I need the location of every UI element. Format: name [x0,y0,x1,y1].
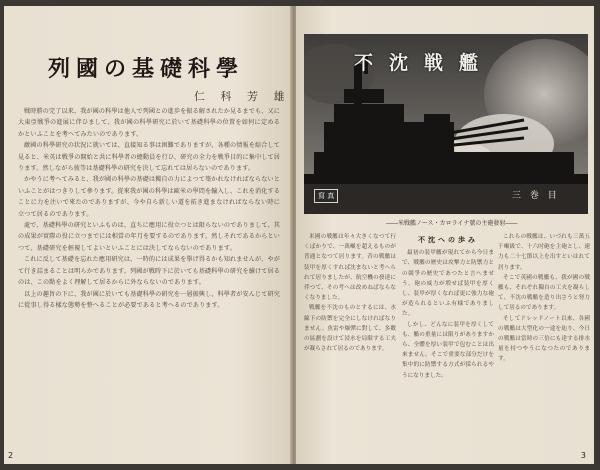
paragraph: 米國の戦艦は年々大きくなつて行くばかりで、一萬噸を超えるものが普通となつて居ります。昔の戦艦は装甲を厚くすれば沈まないと考へられて居りましたが、航空機の發達に伴つて、その考へは改めねばならなくなりました。 [304,234,396,302]
section-heading: 不沈への歩み [418,235,478,244]
paragraph: かやうに考へてみると、我が國の科學の基礎は獨自の力によつて築かれなければならないといふことがはつきりして參ります。從來我が國の科學は歐米の學問を輸入し、これを消化することに力を注いで來たのでありますが、今や自ら新しい道を拓き進まなければならない時に立つて居るのであります。 [18,176,280,218]
paragraph: 最初の装甲艦が現れてから今日まで、戦艦の歴史は攻撃力と防禦力との競爭の歴史であつたと言へませう。砲の威力が増せば装甲を厚くし、装甲が厚くなれば更に強力な砲が造られるといふ有様でありました。 [402,250,494,318]
photo-caption: ――米戦艦ノース・カロライナ號の主砲發射―― [386,220,518,227]
left-page [4,6,292,464]
right-page [296,6,594,464]
text-column [498,232,590,365]
paragraph: 戦艦を不沈のものとするには、水線下の防禦を完全にしなければなりません。魚雷や爆彈に對して、多數の區劃を設けて浸水を局限する工夫が凝らされて居るのであります。 [304,305,396,353]
article-title: 列國の基礎科學 [48,56,245,82]
text-column [402,232,494,381]
paragraph: 以上の趣旨の下に、我が國に於いても基礎科學の研究を一層振興し、科學者が安んじて研究に從事し得る樣な態勢を整へることが必要であると考へるのであります。 [18,290,280,309]
paragraph: そこで英國の戦艦も、我が國の戦艦も、それぞれ獨自の工夫を凝らして、不沈の戦艦を造り出さうと努力して居るのであります。 [498,274,590,312]
photo-title: 不沈戦艦 [354,52,495,74]
page-number: 2 [8,451,14,460]
paragraph: 戦時勝の完了以来、我が國の科學は他人で列國との進歩を振る解されたか見るまでも、又に大東亞戦爭の進展に伴ひまして、我が國の科學研究に於いて基礎科學の位置を如何に定めるかといふことを考へてみたいのであります。 [18,108,280,138]
battleship-photo [304,34,588,214]
paragraph: これに反して基礎を忘れた應用研究は、一時的には成果を擧げ得るかも知れませんが、やがて行き詰まることは明らかであります。列國が戦時下に於いても基礎科學の研究を續けて居るのは、この點をよく理解して居るからに外ならないのであります。 [18,256,280,287]
text-column [304,232,396,354]
photo-tag: 三 巻 目 [512,191,560,201]
author-name: 仁 科 芳 雄 [194,90,291,103]
paragraph: 處で、基礎科學の研究といふものは、直ちに應用に役立つとは限らないのでありまして、其の成果が實際の役に立つまでには相當の年月を要するのであります。然しそれであるからといつて、基礎研究を輕視してよいといふことには決してならないのであります。 [18,222,280,252]
article-body [18,106,280,311]
paragraph: これらの戦艦は、いづれも三萬五千噸級で、十六吋砲を主砲とし、速力も二十七節以上を出すといはれて居ります。 [498,234,590,271]
page-number: 3 [580,451,586,460]
paragraph: しかし、どんなに装甲を厚くしても、艦の重量には限りがありますから、全體を厚い装甲で包むことは出來ません。そこで重要な部分だけを集中的に防禦する方式が採られるやうになりました。 [402,321,494,379]
photo-tag: 寫 真 [314,189,338,203]
paragraph: 敵國の科學研究の状況に就いては、直接知る事は困難でありますが、各種の情報を綜合して見ると、米英は戦爭の開始と共に科學者の總動員を行ひ、研究の全力を戦爭目的に集中して居ります。然しながら彼等は基礎科學の研究を決して忘れては居らないのであります。 [18,142,280,173]
paragraph: そしてドレッドノート以來、各國の戦艦は大型化の一途を辿り、今日の戦艦は當時の三倍にも達する排水量を持つやうになつたのであります。 [498,315,590,363]
